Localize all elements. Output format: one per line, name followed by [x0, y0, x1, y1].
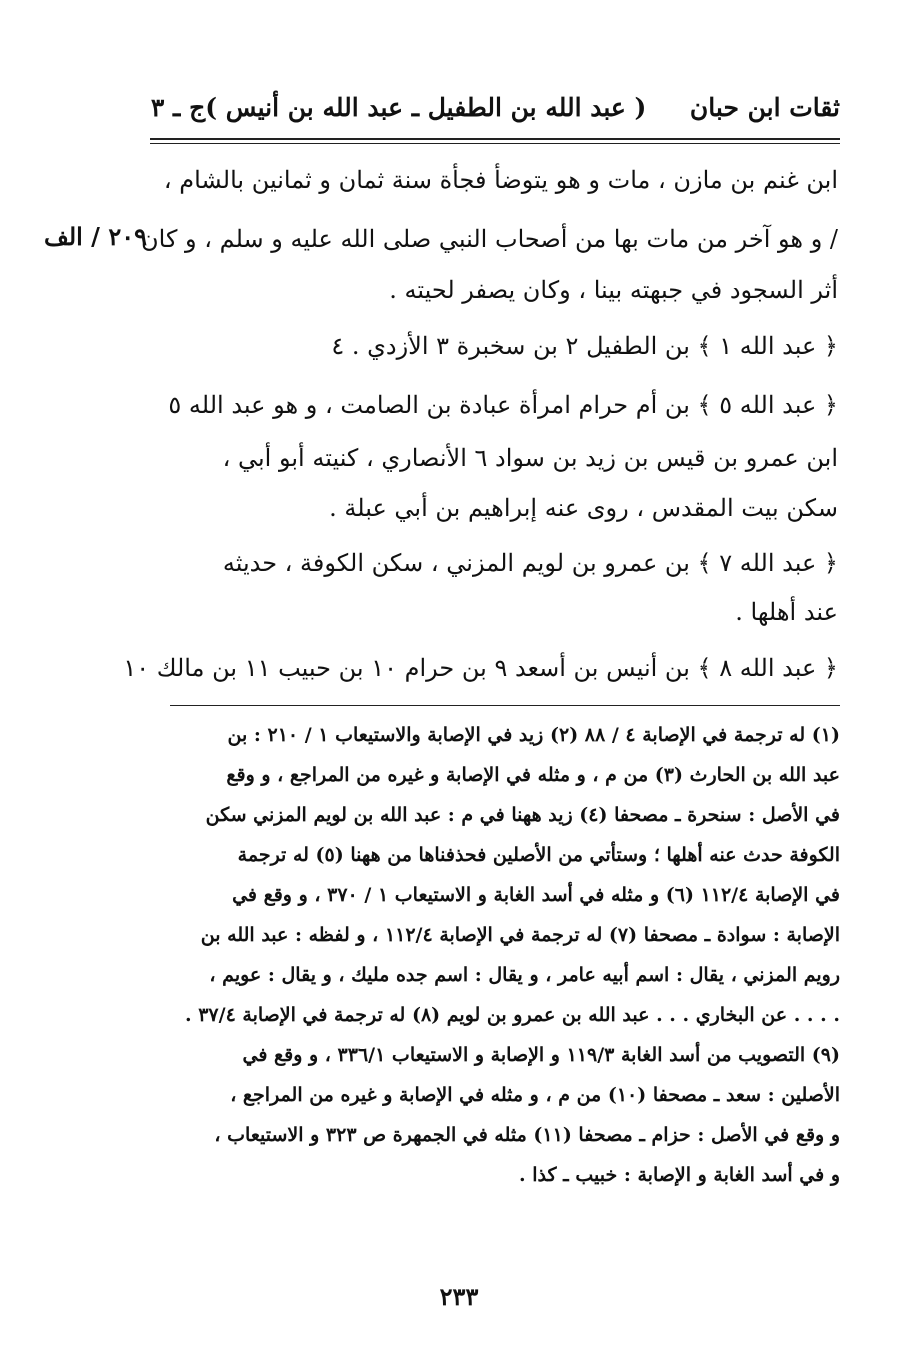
footnote-line: و وقع في الأصل : حزام ـ مصحفا (١١) مثله في الجمهرة ص ٣٢٣ و الاستيعاب ، [214, 1124, 840, 1146]
footnote-line: في الأصل : سنحرة ـ مصحفا (٤) زيد ههنا في م : عبد الله بن لويم المزني سكن [205, 804, 840, 826]
running-header [150, 82, 840, 132]
footnote-line: في الإصابة ١١٢/٤ (٦) و مثله في أسد الغابة و الاستيعاب ١ / ٣٧٠ ، و وقع في [232, 884, 840, 906]
entry-heading: ﴿ عبد الله ٥ ﴾ بن أم حرام امرأة عبادة بن الصامت ، و هو عبد الله ٥ [168, 391, 838, 419]
text-line: ابن غنم بن مازن ، مات و هو يتوضأ فجأة سنة ثمان و ثمانين بالشام ، [163, 166, 838, 194]
header-rule-thin [150, 143, 840, 144]
entry-heading: ﴿ عبد الله ٧ ﴾ بن عمرو بن لويم المزني ، سكن الكوفة ، حديثه [222, 549, 838, 577]
header-volume: ج ـ ٣ [150, 92, 206, 122]
entry-heading: ﴿ عبد الله ١ ﴾ بن الطفيل ٢ بن سخبرة ٣ الأزدي . ٤ [331, 332, 838, 360]
header-book-title: ثقات ابن حبان [689, 92, 840, 122]
text-line: أثر السجود في جبهته بينا ، وكان يصفر لحيته . [389, 276, 838, 304]
footnote-line: الكوفة حدث عنه أهلها ؛ وستأتي من الأصلين فحذفناها من ههنا (٥) له ترجمة [237, 844, 840, 866]
footnote-line: و في أسد الغابة و الإصابة : خبيب ـ كذا . [519, 1164, 840, 1186]
header-entry-range: ( عبد الله بن الطفيل ـ عبد الله بن أنيس ) [205, 92, 647, 122]
header-title-and-entries [205, 93, 840, 122]
footnote-line: (١) له ترجمة في الإصابة ٤ / ٨٨ (٢) زيد في الإصابة والاستيعاب ١ / ٢١٠ : بن [227, 724, 840, 746]
text-line: سكن بيت المقدس ، روى عنه إبراهيم بن أبي عبلة . [329, 494, 838, 522]
footnote-line: . . . . عن البخاري . . . عبد الله بن عمرو بن لويم (٨) له ترجمة في الإصابة ٣٧/٤ . [184, 1004, 840, 1026]
footnote-line: (٩) التصويب من أسد الغابة ١١٩/٣ و الإصابة و الاستيعاب ٣٣٦/١ ، و وقع في [242, 1044, 840, 1066]
footnote-rule [170, 705, 840, 706]
manuscript-folio-marker: ٢٠٩ / الف [44, 222, 147, 251]
footnote-line: عبد الله بن الحارث (٣) من م ، و مثله في الإصابة و غيره من المراجع ، و وقع [226, 764, 840, 786]
text-line: عند أهلها . [735, 598, 838, 626]
footnote-line: رويم المزني ، يقال : اسم أبيه عامر ، و يقال : اسم جده مليك ، و يقال : عويم ، [209, 964, 840, 986]
header-rule [150, 138, 840, 140]
entry-heading: ﴿ عبد الله ٨ ﴾ بن أنيس بن أسعد ٩ بن حرام ١٠ بن حبيب ١١ بن مالك ١٠ [123, 654, 838, 682]
footnote-line: الأصلين : سعد ـ مصحفا (١٠) من م ، و مثله في الإصابة و غيره من المراجع ، [230, 1084, 840, 1106]
text-line: / و هو آخر من مات بها من أصحاب النبي صلى الله عليه و سلم ، و كان [141, 225, 838, 253]
footnote-line: الإصابة : سوادة ـ مصحفا (٧) له ترجمة في الإصابة ١١٢/٤ ، و لفظه : عبد الله بن [200, 924, 840, 946]
page-number: ٢٣٣ [439, 1282, 479, 1311]
text-line: ابن عمرو بن قيس بن زيد بن سواد ٦ الأنصاري ، كنيته أبو أبي ، [222, 444, 838, 472]
